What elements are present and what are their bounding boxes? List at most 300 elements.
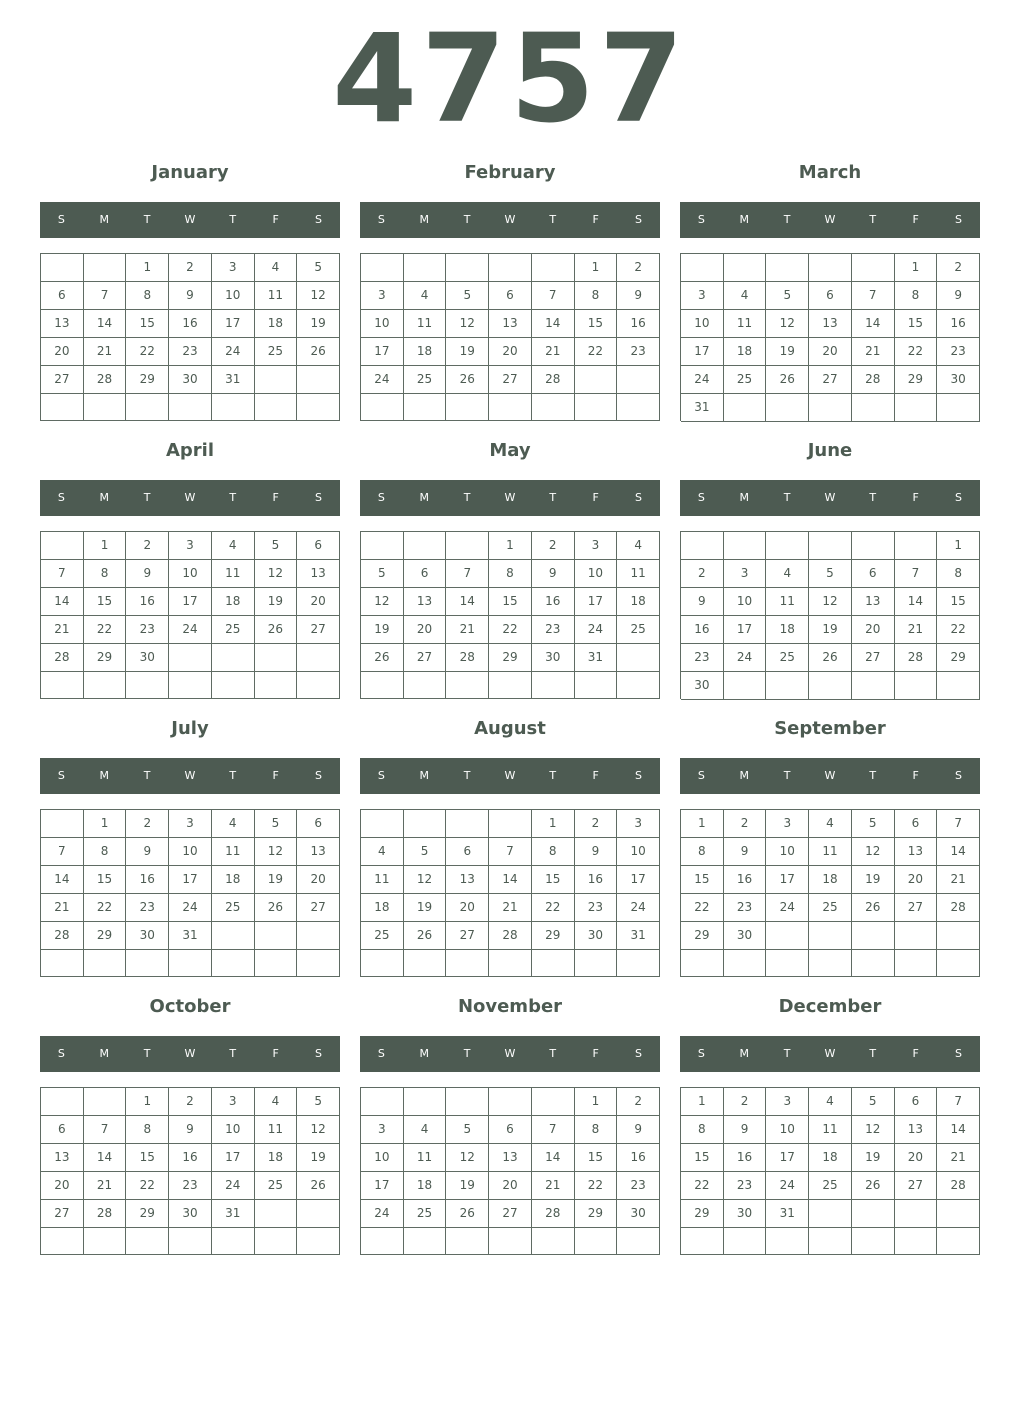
empty-cell — [724, 950, 767, 977]
weekday-label: W — [504, 1047, 516, 1060]
day-cell: 15 — [84, 588, 127, 616]
weekday-label: S — [57, 491, 65, 504]
day-cell: 28 — [532, 1200, 575, 1228]
day-cell: 17 — [766, 1144, 809, 1172]
day-cell: 15 — [84, 866, 127, 894]
empty-cell — [404, 1228, 447, 1255]
empty-cell — [361, 394, 404, 421]
day-cell: 6 — [895, 810, 938, 838]
day-cell: 3 — [575, 532, 618, 560]
day-cell: 4 — [617, 532, 660, 560]
weekday-label: F — [592, 213, 599, 226]
day-cell: 29 — [575, 1200, 618, 1228]
weekday-label: S — [314, 1047, 322, 1060]
day-cell: 18 — [361, 894, 404, 922]
empty-cell — [809, 394, 852, 422]
empty-cell — [681, 1228, 724, 1255]
day-cell: 31 — [212, 1200, 255, 1228]
empty-cell — [446, 810, 489, 838]
empty-cell — [446, 532, 489, 560]
weekday-header — [40, 758, 340, 794]
empty-cell — [809, 532, 852, 560]
day-cell: 2 — [575, 810, 618, 838]
empty-cell — [255, 922, 298, 950]
empty-cell — [532, 254, 575, 282]
weekday-label: T — [869, 769, 877, 782]
day-cell: 2 — [937, 254, 980, 282]
day-cell: 23 — [126, 616, 169, 644]
empty-cell — [937, 1200, 980, 1228]
day-cell: 12 — [809, 588, 852, 616]
day-cell: 1 — [126, 1088, 169, 1116]
day-cell: 4 — [255, 254, 298, 282]
weekday-label: M — [419, 1047, 430, 1060]
day-cell: 31 — [617, 922, 660, 950]
day-cell: 18 — [255, 1144, 298, 1172]
day-cell: 28 — [532, 366, 575, 394]
empty-cell — [766, 532, 809, 560]
day-cell: 11 — [404, 310, 447, 338]
weekday-header — [680, 480, 980, 516]
day-cell: 27 — [809, 366, 852, 394]
day-cell: 21 — [41, 616, 84, 644]
empty-cell — [852, 1228, 895, 1255]
day-cell: 24 — [212, 338, 255, 366]
empty-cell — [255, 950, 298, 977]
day-cell: 7 — [41, 838, 84, 866]
empty-cell — [852, 254, 895, 282]
day-cell: 2 — [126, 810, 169, 838]
day-cell: 26 — [446, 366, 489, 394]
day-cell: 3 — [212, 254, 255, 282]
empty-cell — [766, 950, 809, 977]
day-cell: 12 — [852, 838, 895, 866]
day-cell: 11 — [809, 838, 852, 866]
month-june — [680, 436, 980, 706]
weekday-label: T — [229, 213, 237, 226]
empty-cell — [895, 1228, 938, 1255]
day-grid — [360, 809, 660, 977]
day-cell: 12 — [255, 838, 298, 866]
weekday-label: S — [57, 1047, 65, 1060]
weekday-header — [680, 1036, 980, 1072]
day-cell: 26 — [404, 922, 447, 950]
day-cell: 21 — [937, 1144, 980, 1172]
day-cell: 24 — [724, 644, 767, 672]
day-cell: 3 — [766, 1088, 809, 1116]
day-cell: 14 — [532, 1144, 575, 1172]
day-cell: 17 — [361, 1172, 404, 1200]
day-cell: 13 — [297, 838, 340, 866]
weekday-label: F — [912, 769, 919, 782]
empty-cell — [212, 922, 255, 950]
day-cell: 3 — [681, 282, 724, 310]
weekday-label: M — [419, 491, 430, 504]
empty-cell — [852, 532, 895, 560]
day-cell: 31 — [575, 644, 618, 672]
day-cell: 21 — [41, 894, 84, 922]
day-cell: 19 — [404, 894, 447, 922]
empty-cell — [489, 1228, 532, 1255]
day-cell: 17 — [575, 588, 618, 616]
weekday-label: F — [592, 491, 599, 504]
weekday-label: S — [697, 491, 705, 504]
month-name: December — [778, 996, 882, 1017]
weekday-label: S — [634, 1047, 642, 1060]
weekday-label: T — [869, 491, 877, 504]
weekday-header — [680, 758, 980, 794]
day-grid — [680, 253, 980, 421]
day-cell: 23 — [724, 894, 767, 922]
day-cell: 15 — [575, 1144, 618, 1172]
empty-cell — [489, 810, 532, 838]
weekday-label: T — [869, 213, 877, 226]
empty-cell — [681, 950, 724, 977]
day-cell: 28 — [41, 922, 84, 950]
empty-cell — [84, 950, 127, 977]
day-cell: 13 — [895, 1116, 938, 1144]
weekday-label: F — [912, 1047, 919, 1060]
day-cell: 27 — [895, 894, 938, 922]
day-cell: 19 — [297, 310, 340, 338]
weekday-label: F — [592, 1047, 599, 1060]
day-cell: 22 — [84, 894, 127, 922]
day-cell: 29 — [681, 1200, 724, 1228]
empty-cell — [255, 1200, 298, 1228]
day-cell: 4 — [361, 838, 404, 866]
weekday-label: M — [739, 491, 750, 504]
month-name: May — [489, 440, 531, 461]
weekday-label: F — [912, 491, 919, 504]
empty-cell — [852, 1200, 895, 1228]
day-cell: 25 — [255, 338, 298, 366]
day-cell: 1 — [489, 532, 532, 560]
empty-cell — [84, 1088, 127, 1116]
day-cell: 7 — [489, 838, 532, 866]
weekday-label: S — [954, 1047, 962, 1060]
empty-cell — [489, 254, 532, 282]
empty-cell — [724, 532, 767, 560]
month-name: February — [464, 162, 556, 183]
day-cell: 22 — [681, 1172, 724, 1200]
day-cell: 15 — [126, 310, 169, 338]
empty-cell — [489, 394, 532, 421]
day-cell: 7 — [532, 282, 575, 310]
empty-cell — [575, 1228, 618, 1255]
empty-cell — [126, 950, 169, 977]
day-cell: 8 — [681, 838, 724, 866]
empty-cell — [446, 394, 489, 421]
weekday-label: S — [954, 213, 962, 226]
day-cell: 21 — [84, 1172, 127, 1200]
day-cell: 23 — [532, 616, 575, 644]
day-cell: 13 — [297, 560, 340, 588]
empty-cell — [41, 950, 84, 977]
day-cell: 8 — [84, 838, 127, 866]
empty-cell — [895, 532, 938, 560]
day-cell: 6 — [297, 810, 340, 838]
day-cell: 5 — [297, 1088, 340, 1116]
day-cell: 31 — [681, 394, 724, 422]
day-cell: 27 — [41, 1200, 84, 1228]
day-cell: 30 — [126, 644, 169, 672]
day-cell: 15 — [489, 588, 532, 616]
weekday-label: S — [954, 491, 962, 504]
day-cell: 2 — [617, 254, 660, 282]
day-cell: 6 — [809, 282, 852, 310]
day-cell: 29 — [937, 644, 980, 672]
day-cell: 27 — [489, 366, 532, 394]
empty-cell — [126, 394, 169, 421]
weekday-label: T — [229, 769, 237, 782]
empty-cell — [361, 1088, 404, 1116]
day-cell: 17 — [169, 866, 212, 894]
day-cell: 17 — [681, 338, 724, 366]
empty-cell — [84, 1228, 127, 1255]
month-name: July — [171, 718, 209, 739]
day-cell: 10 — [617, 838, 660, 866]
weekday-label: M — [419, 213, 430, 226]
day-cell: 9 — [617, 1116, 660, 1144]
day-cell: 1 — [681, 810, 724, 838]
month-name: April — [165, 440, 215, 461]
day-cell: 16 — [937, 310, 980, 338]
weekday-label: T — [143, 491, 151, 504]
weekday-label: T — [869, 1047, 877, 1060]
weekday-label: S — [634, 769, 642, 782]
weekday-label: S — [697, 769, 705, 782]
empty-cell — [489, 1088, 532, 1116]
empty-cell — [41, 810, 84, 838]
weekday-label: M — [739, 213, 750, 226]
weekday-label: W — [504, 769, 516, 782]
day-cell: 12 — [446, 1144, 489, 1172]
weekday-label: W — [184, 1047, 196, 1060]
day-cell: 5 — [766, 282, 809, 310]
day-cell: 22 — [126, 338, 169, 366]
month-december — [680, 992, 980, 1262]
weekday-header — [360, 758, 660, 794]
empty-cell — [361, 672, 404, 699]
day-cell: 7 — [446, 560, 489, 588]
day-cell: 12 — [852, 1116, 895, 1144]
empty-cell — [404, 1088, 447, 1116]
day-grid — [360, 531, 660, 699]
weekday-label: T — [463, 769, 471, 782]
empty-cell — [255, 672, 298, 699]
weekday-label: T — [463, 213, 471, 226]
day-cell: 21 — [532, 1172, 575, 1200]
day-cell: 15 — [126, 1144, 169, 1172]
empty-cell — [212, 644, 255, 672]
empty-cell — [575, 672, 618, 699]
day-cell: 26 — [852, 894, 895, 922]
day-cell: 10 — [681, 310, 724, 338]
day-cell: 6 — [41, 1116, 84, 1144]
day-cell: 18 — [255, 310, 298, 338]
day-cell: 8 — [84, 560, 127, 588]
empty-cell — [84, 672, 127, 699]
empty-cell — [297, 394, 340, 421]
day-cell: 21 — [937, 866, 980, 894]
day-cell: 11 — [809, 1116, 852, 1144]
day-cell: 16 — [126, 866, 169, 894]
month-january — [40, 158, 340, 428]
day-cell: 29 — [895, 366, 938, 394]
day-cell: 14 — [41, 866, 84, 894]
day-cell: 2 — [681, 560, 724, 588]
day-cell: 11 — [255, 282, 298, 310]
empty-cell — [617, 394, 660, 421]
day-cell: 22 — [895, 338, 938, 366]
day-cell: 5 — [852, 810, 895, 838]
day-cell: 20 — [41, 1172, 84, 1200]
empty-cell — [532, 672, 575, 699]
empty-cell — [169, 1228, 212, 1255]
day-cell: 28 — [852, 366, 895, 394]
day-cell: 6 — [404, 560, 447, 588]
empty-cell — [255, 394, 298, 421]
day-cell: 20 — [297, 588, 340, 616]
day-cell: 22 — [937, 616, 980, 644]
day-cell: 14 — [937, 1116, 980, 1144]
day-cell: 1 — [532, 810, 575, 838]
month-february — [360, 158, 660, 428]
month-name: March — [798, 162, 862, 183]
weekday-label: W — [824, 213, 836, 226]
day-cell: 11 — [255, 1116, 298, 1144]
day-cell: 9 — [724, 838, 767, 866]
day-cell: 12 — [361, 588, 404, 616]
empty-cell — [255, 644, 298, 672]
weekday-label: F — [912, 213, 919, 226]
day-cell: 16 — [126, 588, 169, 616]
empty-cell — [212, 1228, 255, 1255]
day-cell: 13 — [489, 310, 532, 338]
weekday-header — [680, 202, 980, 238]
day-cell: 30 — [724, 922, 767, 950]
day-cell: 17 — [766, 866, 809, 894]
day-cell: 19 — [255, 866, 298, 894]
empty-cell — [617, 950, 660, 977]
month-august — [360, 714, 660, 984]
day-grid — [40, 1087, 340, 1255]
empty-cell — [41, 532, 84, 560]
empty-cell — [852, 922, 895, 950]
day-cell: 27 — [895, 1172, 938, 1200]
month-name: October — [149, 996, 231, 1017]
day-cell: 25 — [212, 616, 255, 644]
day-cell: 6 — [489, 282, 532, 310]
day-cell: 16 — [532, 588, 575, 616]
day-cell: 9 — [532, 560, 575, 588]
empty-cell — [361, 254, 404, 282]
day-cell: 23 — [169, 338, 212, 366]
empty-cell — [126, 672, 169, 699]
empty-cell — [446, 672, 489, 699]
day-cell: 25 — [809, 1172, 852, 1200]
empty-cell — [724, 254, 767, 282]
day-cell: 26 — [809, 644, 852, 672]
empty-cell — [361, 950, 404, 977]
day-cell: 27 — [446, 922, 489, 950]
empty-cell — [937, 672, 980, 700]
day-cell: 14 — [895, 588, 938, 616]
day-cell: 10 — [212, 282, 255, 310]
day-cell: 29 — [84, 644, 127, 672]
weekday-header — [360, 480, 660, 516]
day-cell: 10 — [169, 838, 212, 866]
day-cell: 3 — [169, 810, 212, 838]
day-cell: 16 — [681, 616, 724, 644]
day-cell: 5 — [297, 254, 340, 282]
empty-cell — [809, 672, 852, 700]
day-cell: 4 — [809, 810, 852, 838]
empty-cell — [681, 532, 724, 560]
weekday-label: W — [504, 213, 516, 226]
day-cell: 22 — [681, 894, 724, 922]
day-cell: 30 — [724, 1200, 767, 1228]
day-cell: 11 — [212, 838, 255, 866]
day-cell: 18 — [212, 588, 255, 616]
day-cell: 20 — [489, 1172, 532, 1200]
day-cell: 18 — [809, 1144, 852, 1172]
empty-cell — [617, 672, 660, 699]
empty-cell — [895, 1200, 938, 1228]
day-cell: 15 — [937, 588, 980, 616]
day-cell: 10 — [169, 560, 212, 588]
day-cell: 27 — [297, 616, 340, 644]
empty-cell — [212, 950, 255, 977]
day-cell: 27 — [404, 644, 447, 672]
day-cell: 22 — [126, 1172, 169, 1200]
weekday-label: T — [463, 1047, 471, 1060]
weekday-label: S — [697, 1047, 705, 1060]
day-cell: 2 — [169, 1088, 212, 1116]
day-cell: 15 — [895, 310, 938, 338]
day-cell: 10 — [212, 1116, 255, 1144]
day-cell: 18 — [766, 616, 809, 644]
weekday-label: W — [824, 1047, 836, 1060]
day-cell: 13 — [446, 866, 489, 894]
day-cell: 30 — [532, 644, 575, 672]
day-grid — [40, 253, 340, 421]
day-cell: 28 — [937, 894, 980, 922]
day-cell: 17 — [724, 616, 767, 644]
weekday-label: W — [824, 769, 836, 782]
day-cell: 13 — [404, 588, 447, 616]
empty-cell — [852, 394, 895, 422]
empty-cell — [937, 922, 980, 950]
day-cell: 12 — [297, 282, 340, 310]
day-cell: 30 — [126, 922, 169, 950]
day-grid — [360, 253, 660, 421]
day-cell: 27 — [489, 1200, 532, 1228]
day-cell: 31 — [212, 366, 255, 394]
empty-cell — [617, 366, 660, 394]
day-cell: 9 — [575, 838, 618, 866]
day-cell: 5 — [446, 282, 489, 310]
day-cell: 17 — [169, 588, 212, 616]
day-cell: 5 — [255, 810, 298, 838]
day-cell: 18 — [404, 338, 447, 366]
empty-cell — [809, 1200, 852, 1228]
day-cell: 20 — [852, 616, 895, 644]
day-cell: 30 — [575, 922, 618, 950]
day-cell: 13 — [809, 310, 852, 338]
day-cell: 14 — [446, 588, 489, 616]
weekday-label: S — [57, 769, 65, 782]
